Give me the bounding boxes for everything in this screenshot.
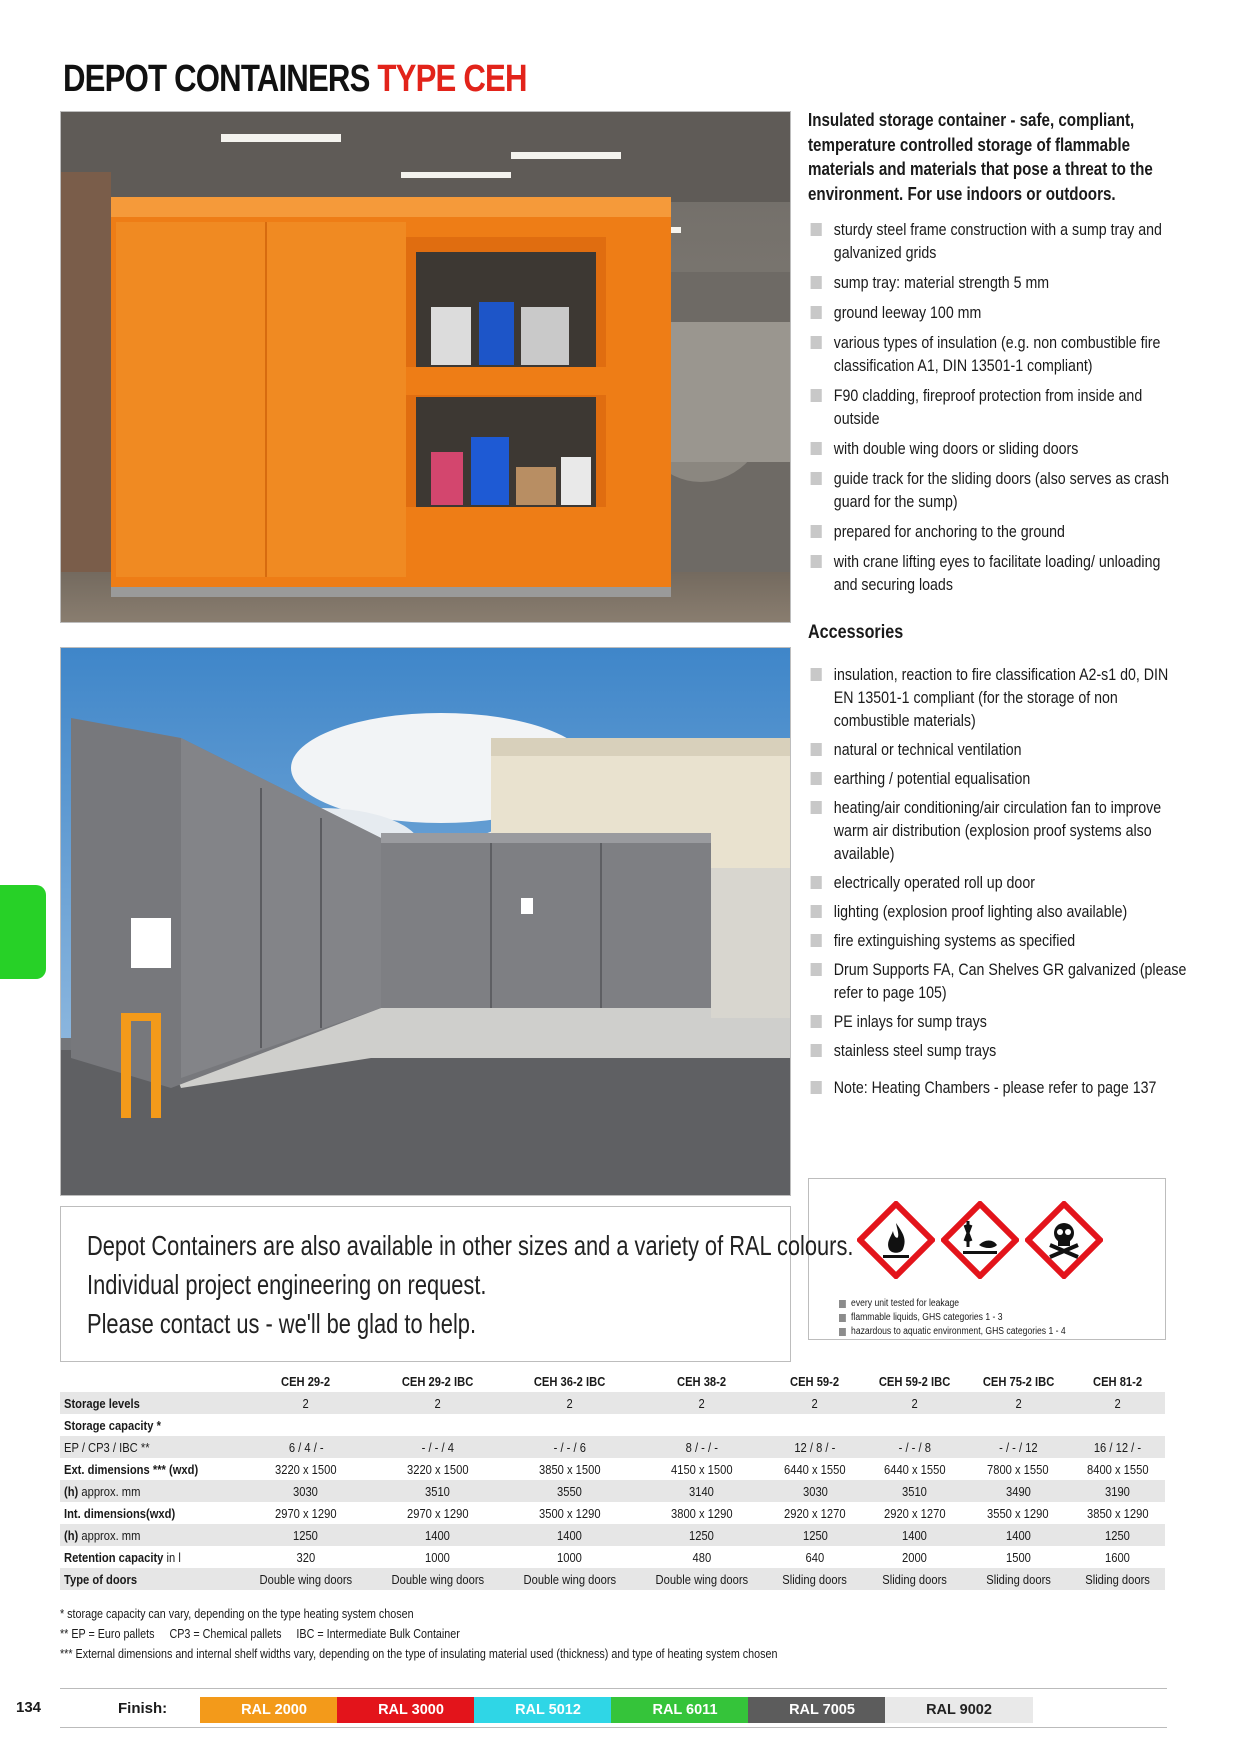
row-label: (h) approx. mm xyxy=(60,1524,240,1546)
table-header: CEH 59-2 IBC xyxy=(878,1373,951,1389)
finish-swatch: RAL 7005 xyxy=(748,1697,896,1723)
table-cell: 1600 xyxy=(1105,1549,1130,1565)
accessory-item: fire extinguishing systems as specified xyxy=(808,930,1186,953)
accessory-item: Drum Supports FA, Can Shelves GR galvanized (please refer to page 105) xyxy=(808,959,1186,1005)
table-cell: 1250 xyxy=(768,1524,863,1546)
feature-item: F90 cladding, fireproof protection from inside and outside xyxy=(808,385,1186,431)
spec-table xyxy=(60,1370,1165,1590)
table-cell: 3490 xyxy=(966,1480,1070,1502)
table-cell: Double wing doors xyxy=(504,1568,636,1590)
feature-item: various types of insulation (e.g. non combustible fire classification A1, DIN 13501-1 compliant) xyxy=(808,332,1186,378)
table-cell: 16 / 12 / - xyxy=(1070,1436,1165,1458)
table-cell: - / - / 6 xyxy=(504,1436,636,1458)
table-cell: 6440 x 1550 xyxy=(883,1461,946,1477)
table-row xyxy=(60,1414,1165,1436)
table-cell: Double wing doors xyxy=(240,1568,372,1590)
table-cell: 320 xyxy=(296,1549,316,1565)
table-cell: 1400 xyxy=(966,1524,1070,1546)
table-cell: 2 xyxy=(240,1392,372,1414)
finish-swatch: RAL 5012 xyxy=(474,1697,622,1723)
table-cell: 2970 x 1290 xyxy=(275,1505,337,1521)
finish-swatch: RAL 6011 xyxy=(611,1697,759,1723)
table-cell: 1000 xyxy=(557,1549,583,1565)
table-cell: - / - / 12 xyxy=(966,1436,1070,1458)
spec-table-body xyxy=(60,1392,1165,1590)
table-cell: 2 xyxy=(768,1392,863,1414)
table-cell: 3030 xyxy=(240,1480,372,1502)
table-row xyxy=(60,1436,1165,1458)
intro-text: Insulated storage container - safe, compliant, temperature controlled storage of flammable materials and materials that pose a threat to the environment. For use indoors or outdoors. xyxy=(808,109,1153,204)
row-label: EP / CP3 / IBC ** xyxy=(60,1436,240,1458)
accessory-item: natural or technical ventilation xyxy=(808,739,1186,762)
table-cell: - / - / 4 xyxy=(372,1436,504,1458)
accessory-item: earthing / potential equalisation xyxy=(808,768,1186,791)
table-cell: 2 xyxy=(372,1392,504,1414)
feature-item: ground leeway 100 mm xyxy=(808,302,1186,325)
table-cell: 6440 x 1550 xyxy=(784,1461,846,1477)
feature-item: guide track for the sliding doors (also serves as crash guard for the sump) xyxy=(808,468,1186,514)
finish-label: Finish: xyxy=(118,1700,168,1717)
promo-line: Please contact us - we'll be glad to help. xyxy=(87,1308,477,1339)
table-cell: 2970 x 1290 xyxy=(407,1505,469,1521)
table-header: CEH 59-2 xyxy=(790,1373,840,1389)
table-cell: 1400 xyxy=(862,1524,966,1546)
accessory-item: lighting (explosion proof lighting also available) xyxy=(808,901,1186,924)
table-cell: 2000 xyxy=(901,1549,927,1565)
table-cell: 1500 xyxy=(1005,1549,1031,1565)
footnote: ** EP = Euro pallets CP3 = Chemical pallets IBC = Intermediate Bulk Container xyxy=(60,1627,460,1641)
table-cell: 2 xyxy=(636,1392,768,1414)
footnote: * storage capacity can vary, depending on the type heating system chosen xyxy=(60,1607,414,1621)
accessory-item: heating/air conditioning/air circulation fan to improve warm air distribution (explosion proof systems also available) xyxy=(808,797,1186,866)
feature-item: prepared for anchoring to the ground xyxy=(808,521,1186,544)
table-cell: Sliding doors xyxy=(862,1568,966,1590)
table-cell xyxy=(504,1414,636,1436)
accessory-item: PE inlays for sump trays xyxy=(808,1011,1186,1034)
environment-pictogram-icon xyxy=(941,1201,1019,1279)
finish-swatch: RAL 9002 xyxy=(885,1697,1033,1723)
table-cell: 12 / 8 / - xyxy=(768,1436,863,1458)
table-cell: 1000 xyxy=(425,1549,451,1565)
finish-bar xyxy=(60,1688,1167,1728)
table-row xyxy=(60,1502,1165,1524)
table-row xyxy=(60,1546,1165,1568)
table-row xyxy=(60,1458,1165,1480)
photo-grey-containers xyxy=(60,647,791,1196)
ghs-pictograms xyxy=(857,1201,1103,1279)
accessory-item: insulation, reaction to fire classification A2-s1 d0, DIN EN 13501-1 compliant (for the storage of non combustible materials) xyxy=(808,664,1186,733)
table-cell: 3190 xyxy=(1070,1480,1165,1502)
table-cell: Double wing doors xyxy=(372,1568,504,1590)
table-cell: 3550 x 1290 xyxy=(987,1505,1049,1521)
table-cell: 8400 x 1550 xyxy=(1086,1461,1149,1477)
table-cell: 1400 xyxy=(372,1524,504,1546)
feature-item: with crane lifting eyes to facilitate loading/ unloading and securing loads xyxy=(808,551,1186,597)
table-cell: 4150 x 1500 xyxy=(670,1461,733,1477)
table-header: CEH 29-2 IBC xyxy=(402,1373,474,1389)
accessory-item: electrically operated roll up door xyxy=(808,872,1186,895)
row-label: Type of doors xyxy=(60,1568,240,1590)
accessory-item: stainless steel sump trays xyxy=(808,1040,1186,1063)
row-label: Storage levels xyxy=(60,1392,240,1414)
table-cell: Sliding doors xyxy=(966,1568,1070,1590)
table-cell: 640 xyxy=(805,1549,825,1565)
table-cell: 3510 xyxy=(372,1480,504,1502)
table-cell: 3800 x 1290 xyxy=(670,1505,733,1521)
table-cell: 6 / 4 / - xyxy=(240,1436,372,1458)
table-cell: 2 xyxy=(966,1392,1070,1414)
table-cell: 2 xyxy=(504,1392,636,1414)
table-cell: 7800 x 1550 xyxy=(987,1461,1049,1477)
row-label: Storage capacity * xyxy=(64,1417,161,1433)
finish-swatch: RAL 2000 xyxy=(200,1697,348,1723)
table-cell: 3550 xyxy=(504,1480,636,1502)
table-cell: 3220 x 1500 xyxy=(407,1461,469,1477)
table-cell: 3140 xyxy=(636,1480,768,1502)
table-header: CEH 29-2 xyxy=(281,1373,331,1389)
table-header: CEH 38-2 xyxy=(677,1373,727,1389)
table-cell: 2920 x 1270 xyxy=(784,1505,846,1521)
table-cell xyxy=(1070,1414,1165,1436)
table-header: CEH 81-2 xyxy=(1093,1373,1143,1389)
table-cell: 3220 x 1500 xyxy=(275,1461,337,1477)
table-cell: 1250 xyxy=(240,1524,372,1546)
table-cell: 3510 xyxy=(862,1480,966,1502)
table-cell: 1400 xyxy=(504,1524,636,1546)
accessory-note: Note: Heating Chambers - please refer to page 137 xyxy=(808,1077,1186,1100)
table-cell: 1250 xyxy=(636,1524,768,1546)
page-title xyxy=(63,58,527,101)
hazard-notes xyxy=(839,1297,1199,1339)
table-header: CEH 36-2 IBC xyxy=(534,1373,606,1389)
table-cell: Sliding doors xyxy=(768,1568,863,1590)
table-header-row xyxy=(60,1370,1165,1392)
table-cell: 2920 x 1270 xyxy=(883,1505,946,1521)
page-title-main: DEPOT CONTAINERS xyxy=(63,58,370,100)
row-label: (h) approx. mm xyxy=(60,1480,240,1502)
feature-item: sturdy steel frame construction with a sump tray and galvanized grids xyxy=(808,219,1186,265)
table-header: CEH 75-2 IBC xyxy=(982,1373,1054,1389)
promo-line: Depot Containers are also available in other sizes and a variety of RAL colours. xyxy=(87,1230,854,1261)
table-row xyxy=(60,1568,1165,1590)
feature-item: with double wing doors or sliding doors xyxy=(808,438,1186,461)
flame-pictogram-icon xyxy=(857,1201,935,1279)
table-cell: 2 xyxy=(1070,1392,1165,1414)
footnote: *** External dimensions and internal shelf widths vary, depending on the type of insulating material used (thickness) and type of heating system chosen xyxy=(60,1647,778,1661)
table-header xyxy=(60,1370,240,1392)
table-cell: Double wing doors xyxy=(636,1568,768,1590)
table-cell xyxy=(240,1414,372,1436)
finish-swatch: RAL 3000 xyxy=(337,1697,485,1723)
photo-orange-container xyxy=(60,111,791,623)
row-label: Ext. dimensions *** (wxd) xyxy=(64,1461,199,1477)
feature-item: sump tray: material strength 5 mm xyxy=(808,272,1186,295)
accessories-list xyxy=(808,664,1240,1106)
table-cell: - / - / 8 xyxy=(862,1436,966,1458)
table-cell xyxy=(636,1414,768,1436)
promo-line: Individual project engineering on request. xyxy=(87,1269,487,1300)
footnotes xyxy=(60,1604,1240,1664)
table-cell: 1250 xyxy=(1070,1524,1165,1546)
table-cell: 3030 xyxy=(768,1480,863,1502)
page-title-accent: TYPE CEH xyxy=(377,58,527,100)
table-cell: 480 xyxy=(692,1549,711,1565)
table-cell: 3850 x 1500 xyxy=(538,1461,601,1477)
table-cell: 2 xyxy=(862,1392,966,1414)
section-tab xyxy=(0,885,46,979)
table-row xyxy=(60,1524,1165,1546)
feature-list xyxy=(808,219,1240,604)
hazard-note: flammable liquids, GHS categories 1 - 3 xyxy=(839,1311,1149,1325)
hazard-note: hazardous to aquatic environment, GHS categories 1 - 4 xyxy=(839,1325,1149,1339)
hazard-note: every unit tested for leakage xyxy=(839,1297,1149,1311)
table-cell: 8 / - / - xyxy=(636,1436,768,1458)
table-cell: Sliding doors xyxy=(1070,1568,1165,1590)
table-cell xyxy=(966,1414,1070,1436)
skull-pictogram-icon xyxy=(1025,1201,1103,1279)
table-cell: 3500 x 1290 xyxy=(538,1505,601,1521)
table-cell xyxy=(862,1414,966,1436)
table-cell xyxy=(768,1414,863,1436)
page-number: 134 xyxy=(16,1699,42,1716)
row-label: Int. dimensions(wxd) xyxy=(64,1505,176,1521)
table-cell xyxy=(372,1414,504,1436)
accessories-heading: Accessories xyxy=(808,622,904,643)
table-row xyxy=(60,1480,1165,1502)
table-cell: 3850 x 1290 xyxy=(1086,1505,1149,1521)
promo-box xyxy=(60,1206,854,1362)
hazard-info-box xyxy=(808,1178,1166,1340)
row-label: Retention capacity in l xyxy=(64,1549,181,1565)
table-row xyxy=(60,1392,1165,1414)
